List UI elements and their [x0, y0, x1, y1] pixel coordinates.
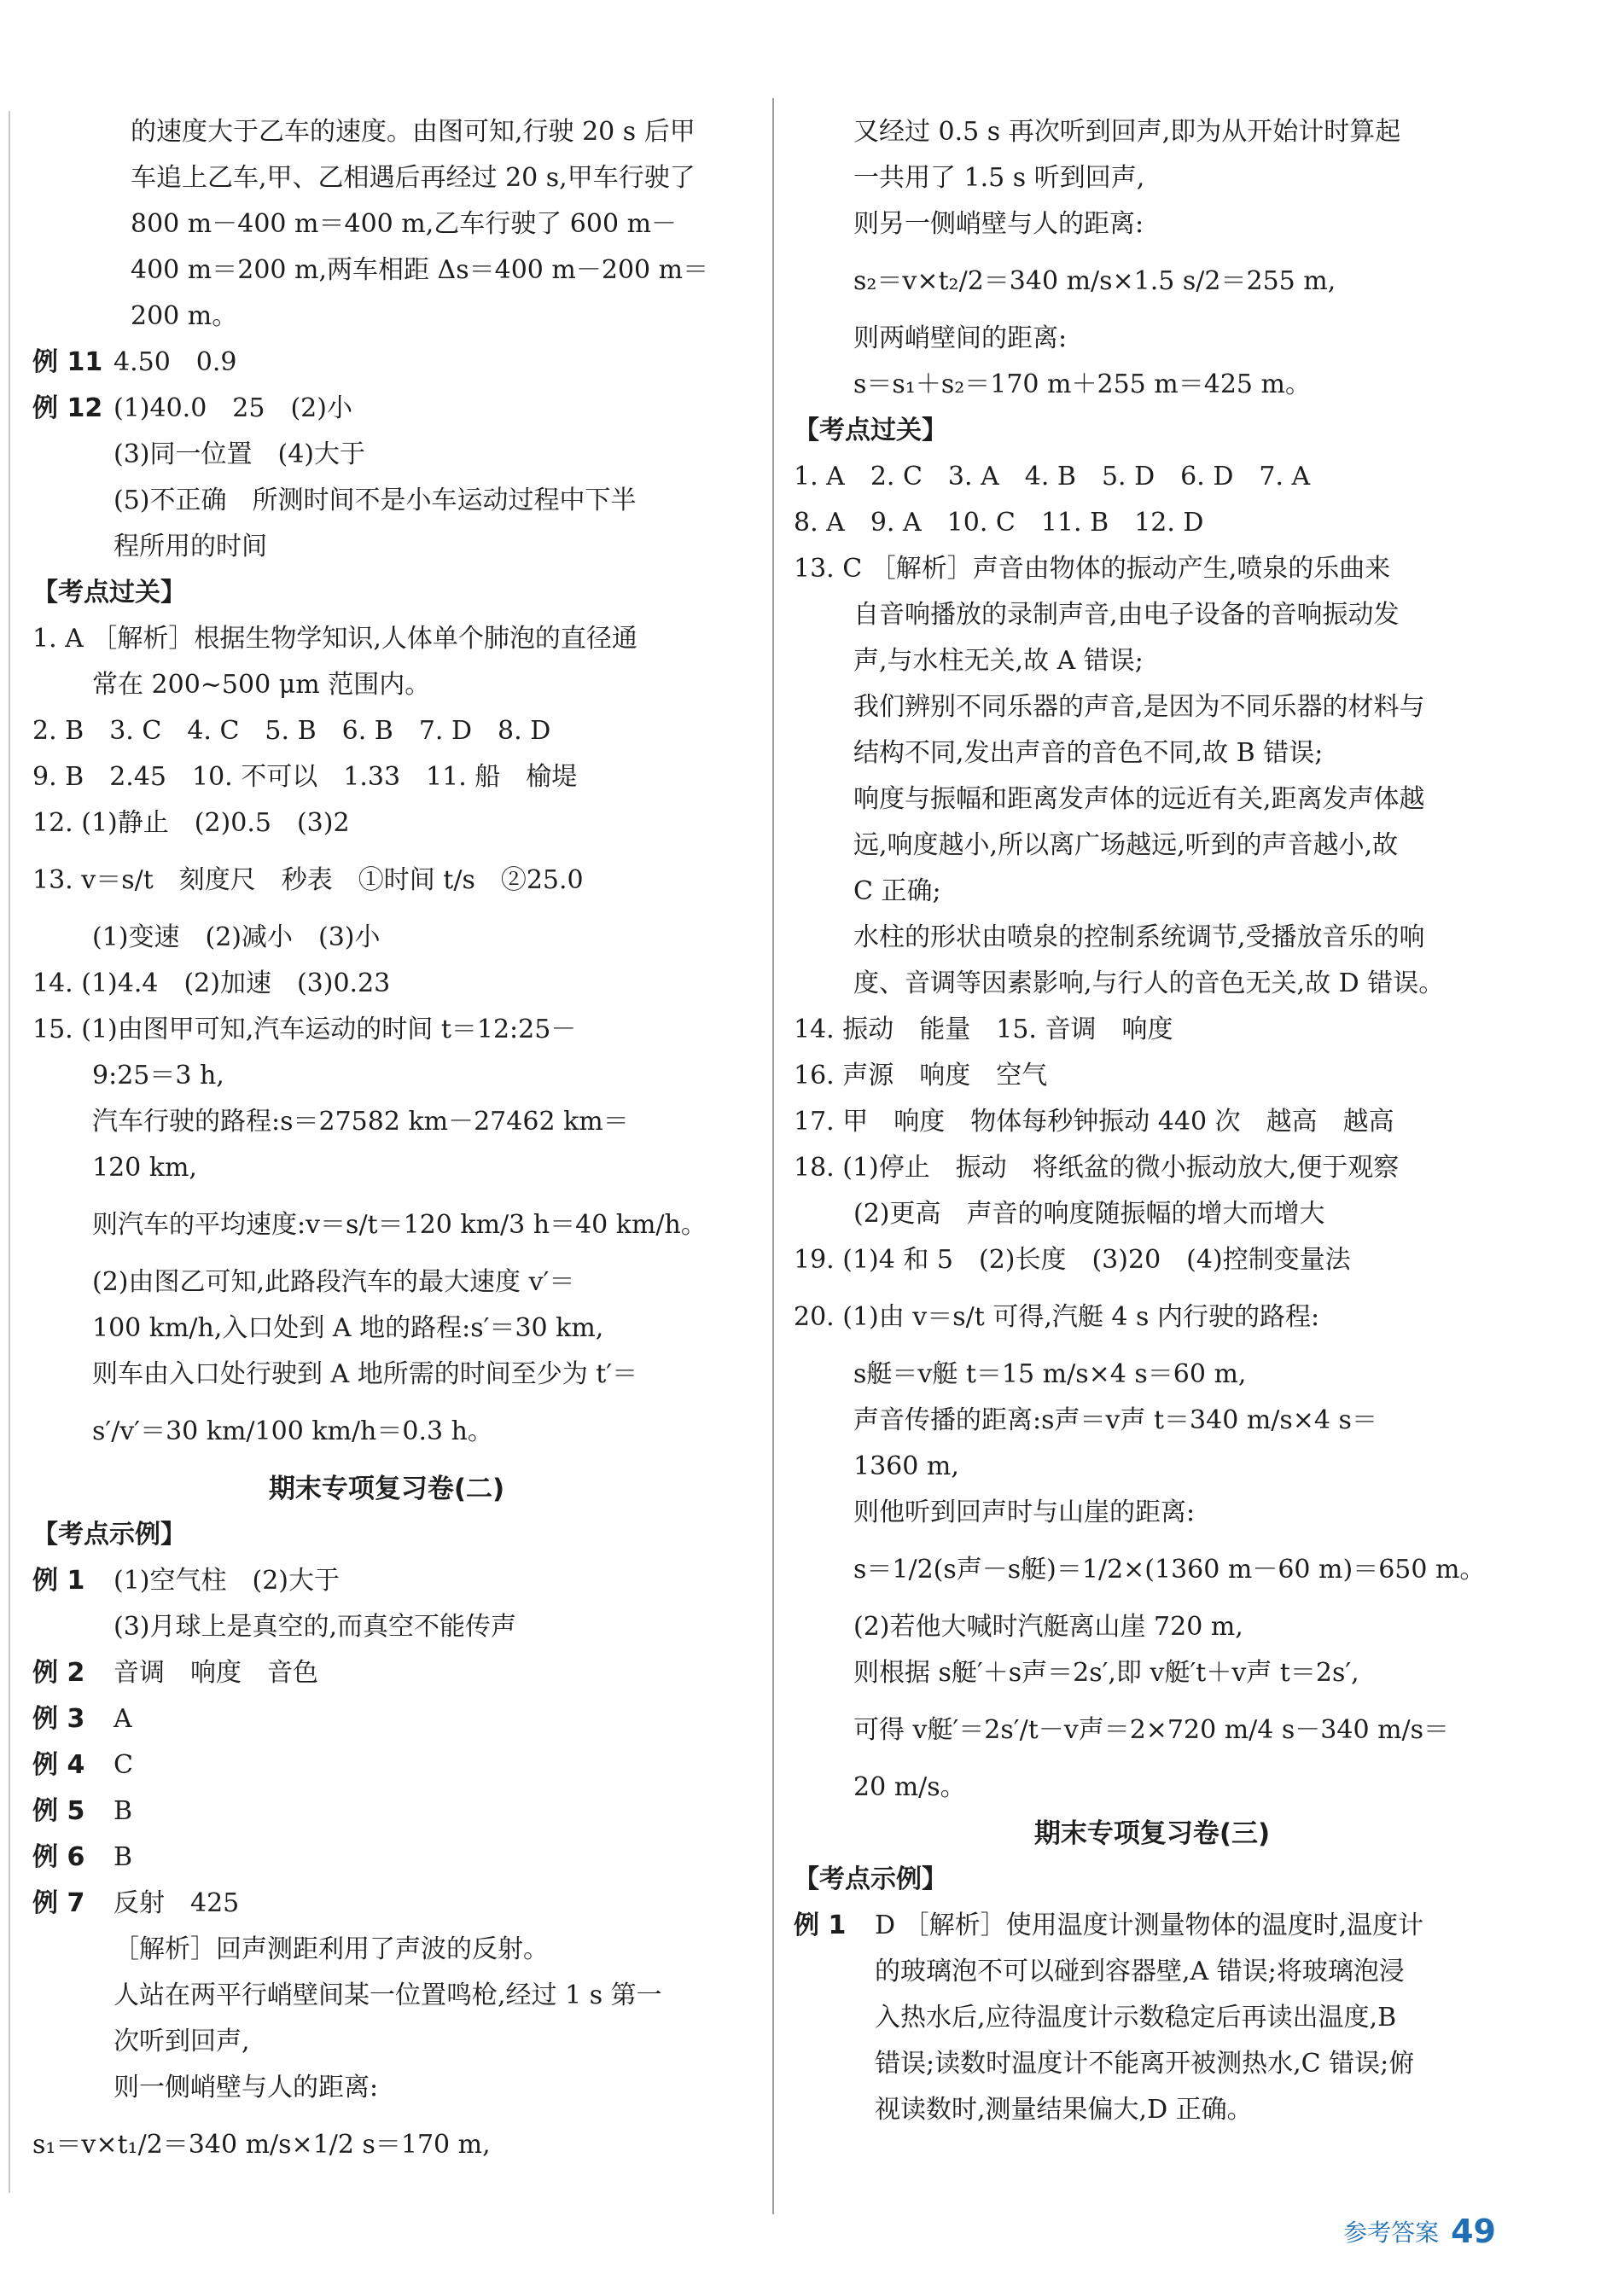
answer-line: (2)若他大喊时汽艇离山崖 720 m, [853, 1612, 1243, 1642]
answer-line: 1360 m, [853, 1451, 959, 1481]
answer-line: 19. (1)4 和 5 (2)长度 (3)20 (4)控制变量法 [794, 1245, 1351, 1275]
answer-line: 8. A 9. A 10. C 11. B 12. D [794, 508, 1204, 538]
page-number: 49 [1451, 2213, 1496, 2250]
example-row [32, 1558, 741, 1604]
text-line: 200 m。 [131, 301, 238, 331]
example-answer: (1)40.0 25 (2)小 [114, 393, 352, 423]
left-column [32, 109, 741, 2179]
example-row [32, 1696, 741, 1742]
answer-line: C 正确; [853, 876, 941, 906]
answer-line: 1. A ［解析］根据生物学知识,人体单个肺泡的直径通 [32, 624, 637, 654]
text-line: 入热水后,应待温度计示数稳定后再读出温度,B [875, 2003, 1397, 2033]
example-answer: (1)空气柱 (2)大于 [114, 1566, 340, 1596]
text-line: ［解析］回声测距利用了声波的反射。 [114, 1934, 549, 1964]
answer-line: 120 km, [92, 1153, 197, 1183]
example-answer: C [114, 1750, 133, 1780]
answer-line: 2. B 3. C 4. C 5. B 6. B 7. D 8. D [32, 716, 551, 746]
answer-line: 水柱的形状由喷泉的控制系统调节,受播放音乐的响 [853, 922, 1425, 952]
answer-line: (2)更高 声音的响度随振幅的增大而增大 [853, 1199, 1325, 1229]
example-row [32, 1835, 741, 1881]
section-title: 期末专项复习卷(三) [1033, 1818, 1271, 1849]
section-heading: 【考点过关】 [794, 416, 947, 445]
example-label: 例 2 [32, 1658, 85, 1688]
footer-label: 参考答案 [1343, 2219, 1440, 2247]
formula-line: 可得 v艇′＝2s′/t－v声＝2×720 m/4 s－340 m/s＝ [853, 1715, 1450, 1745]
text-line: 人站在两平行峭壁间某一位置鸣枪,经过 1 s 第一 [114, 1980, 662, 2010]
example-row [32, 1650, 741, 1696]
answer-line: 14. (1)4.4 (2)加速 (3)0.23 [32, 968, 391, 998]
text-line: 又经过 0.5 s 再次听到回声,即为从开始计时算起 [853, 117, 1401, 147]
example-row [794, 1903, 1510, 1949]
answer-line: 则他听到回声时与山崖的距离: [853, 1498, 1196, 1527]
text-line: 次听到回声, [114, 2027, 250, 2056]
example-answer: 音调 响度 音色 [114, 1658, 318, 1688]
example-label: 例 1 [794, 1911, 847, 1940]
text-line: 400 m＝200 m,两车相距 Δs＝400 m－200 m＝ [131, 255, 709, 285]
answer-line: 20 m/s。 [853, 1772, 966, 1802]
answer-line: 响度与振幅和距离发声体的远近有关,距离发声体越 [853, 784, 1425, 814]
answer-line: 度、音调等因素影响,与行人的音色无关,故 D 错误。 [853, 968, 1445, 998]
section-heading: 【考点示例】 [32, 1520, 186, 1550]
answer-line: 14. 振动 能量 15. 音调 响度 [794, 1015, 1173, 1044]
section-heading: 【考点过关】 [32, 578, 186, 608]
formula-line: s₂＝v×t₂/2＝340 m/s×1.5 s/2＝255 m, [853, 266, 1336, 296]
answer-line: 100 km/h,入口处到 A 地的路程:s′＝30 km, [92, 1313, 604, 1343]
example-12 [32, 386, 741, 432]
text-line: 的玻璃泡不可以碰到容器壁,A 错误;将玻璃泡浸 [875, 1957, 1405, 1986]
text-line: (5)不正确 所测时间不是小车运动过程中下半 [114, 486, 637, 515]
text-line: 则另一侧峭壁与人的距离: [853, 209, 1144, 239]
answer-line: 结构不同,发出声音的音色不同,故 B 错误; [853, 738, 1324, 768]
example-11 [32, 340, 741, 386]
answer-line: 20. (1)由 v＝s/t 可得,汽艇 4 s 内行驶的路程: [794, 1302, 1320, 1332]
example-label: 例 4 [32, 1750, 85, 1780]
answer-line: 13. v＝s/t 刻度尺 秒表 ①时间 t/s ②25.0 [32, 865, 584, 895]
formula-line: s艇＝v艇 t＝15 m/s×4 s＝60 m, [853, 1359, 1247, 1389]
example-label: 例 3 [32, 1704, 85, 1734]
formula-line: s＝1/2(s声－s艇)＝1/2×(1360 m－60 m)＝650 m。 [853, 1555, 1486, 1585]
example-row [32, 1604, 741, 1650]
answer-line: 9. B 2.45 10. 不可以 1.33 11. 船 榆堤 [32, 762, 578, 792]
example-label: 例 6 [32, 1842, 85, 1872]
example-answer: B [114, 1842, 133, 1872]
section-heading: 【考点示例】 [794, 1864, 947, 1894]
example-label: 例 1 [32, 1566, 85, 1596]
example-answer: 反射 425 [114, 1888, 240, 1918]
text-line: (3)同一位置 (4)大于 [114, 439, 365, 469]
example-answer: 4.50 0.9 [114, 347, 237, 377]
answer-line: 则车由入口处行驶到 A 地所需的时间至少为 t′＝ [92, 1359, 638, 1389]
right-column [794, 109, 1510, 2133]
answer-line: 常在 200~500 μm 范围内。 [92, 670, 431, 700]
answer-line: 则汽车的平均速度:v＝s/t＝120 km/3 h＝40 km/h。 [92, 1210, 707, 1240]
answer-line: 我们辨别不同乐器的声音,是因为不同乐器的材料与 [853, 692, 1425, 722]
example-label: 例 5 [32, 1796, 85, 1826]
example-label: 例 11 [32, 347, 103, 377]
column-divider [772, 98, 774, 2214]
example-label: 例 7 [32, 1888, 85, 1918]
formula-line: s₁＝v×t₁/2＝340 m/s×1/2 s＝170 m, [32, 2130, 491, 2160]
example-answer: (3)月球上是真空的,而真空不能传声 [114, 1612, 517, 1642]
answer-line: 15. (1)由图甲可知,汽车运动的时间 t＝12:25－ [32, 1015, 577, 1044]
answer-line: 12. (1)静止 (2)0.5 (3)2 [32, 808, 350, 838]
answer-line: (1)变速 (2)减小 (3)小 [92, 922, 381, 952]
answer-line: 18. (1)停止 振动 将纸盆的微小振动放大,便于观察 [794, 1153, 1400, 1183]
example-row [32, 1742, 741, 1788]
answer-line: 自音响播放的录制声音,由电子设备的音响振动发 [853, 600, 1400, 630]
text-line: 则两峭壁间的距离: [853, 323, 1068, 353]
text-line: 的速度大于乙车的速度。由图可知,行驶 20 s 后甲 [131, 117, 696, 147]
answer-line: 则根据 s艇′＋s声＝2s′,即 v艇′t＋v声 t＝2s′, [853, 1658, 1359, 1688]
answer-line: 16. 声源 响度 空气 [794, 1061, 1048, 1090]
text-line: 程所用的时间 [114, 532, 267, 561]
formula-line: s＝s₁＋s₂＝170 m＋255 m＝425 m。 [853, 369, 1311, 399]
answer-line: s′/v′＝30 km/100 km/h＝0.3 h。 [92, 1416, 493, 1446]
example-answer: B [114, 1796, 133, 1826]
answer-line: 远,响度越小,所以离广场越远,听到的声音越小,故 [853, 830, 1399, 860]
example-answer: D ［解析］使用温度计测量物体的温度时,温度计 [875, 1911, 1424, 1940]
text-line: 车追上乙车,甲、乙相遇后再经过 20 s,甲车行驶了 [131, 163, 696, 193]
section-title: 期末专项复习卷(二) [268, 1474, 505, 1504]
answer-line: 声,与水柱无关,故 A 错误; [853, 646, 1144, 676]
example-row [32, 1788, 741, 1835]
answer-line: 17. 甲 响度 物体每秒钟振动 440 次 越高 越高 [794, 1107, 1394, 1137]
page-edge [9, 111, 10, 2193]
answer-line: 1. A 2. C 3. A 4. B 5. D 6. D 7. A [794, 462, 1311, 491]
page-footer [1343, 2213, 1496, 2250]
text-line: 一共用了 1.5 s 听到回声, [853, 163, 1145, 193]
answer-line: 汽车行驶的路程:s＝27582 km－27462 km＝ [92, 1107, 629, 1137]
example-label: 例 12 [32, 393, 103, 423]
text-line: 错误;读数时温度计不能离开被测热水,C 错误;俯 [875, 2049, 1415, 2079]
example-row [32, 1881, 741, 1927]
text-line: 则一侧峭壁与人的距离: [114, 2073, 379, 2102]
answer-line: 13. C ［解析］声音由物体的振动产生,喷泉的乐曲来 [794, 554, 1391, 584]
answer-line: 声音传播的距离:s声＝v声 t＝340 m/s×4 s＝ [853, 1405, 1377, 1435]
answer-line: (2)由图乙可知,此路段汽车的最大速度 v′＝ [92, 1267, 575, 1297]
text-line: 800 m－400 m＝400 m,乙车行驶了 600 m－ [131, 209, 678, 239]
answer-line: 9:25＝3 h, [92, 1061, 224, 1090]
text-line: 视读数时,测量结果偏大,D 正确。 [875, 2095, 1253, 2125]
example-answer: A [114, 1704, 132, 1734]
